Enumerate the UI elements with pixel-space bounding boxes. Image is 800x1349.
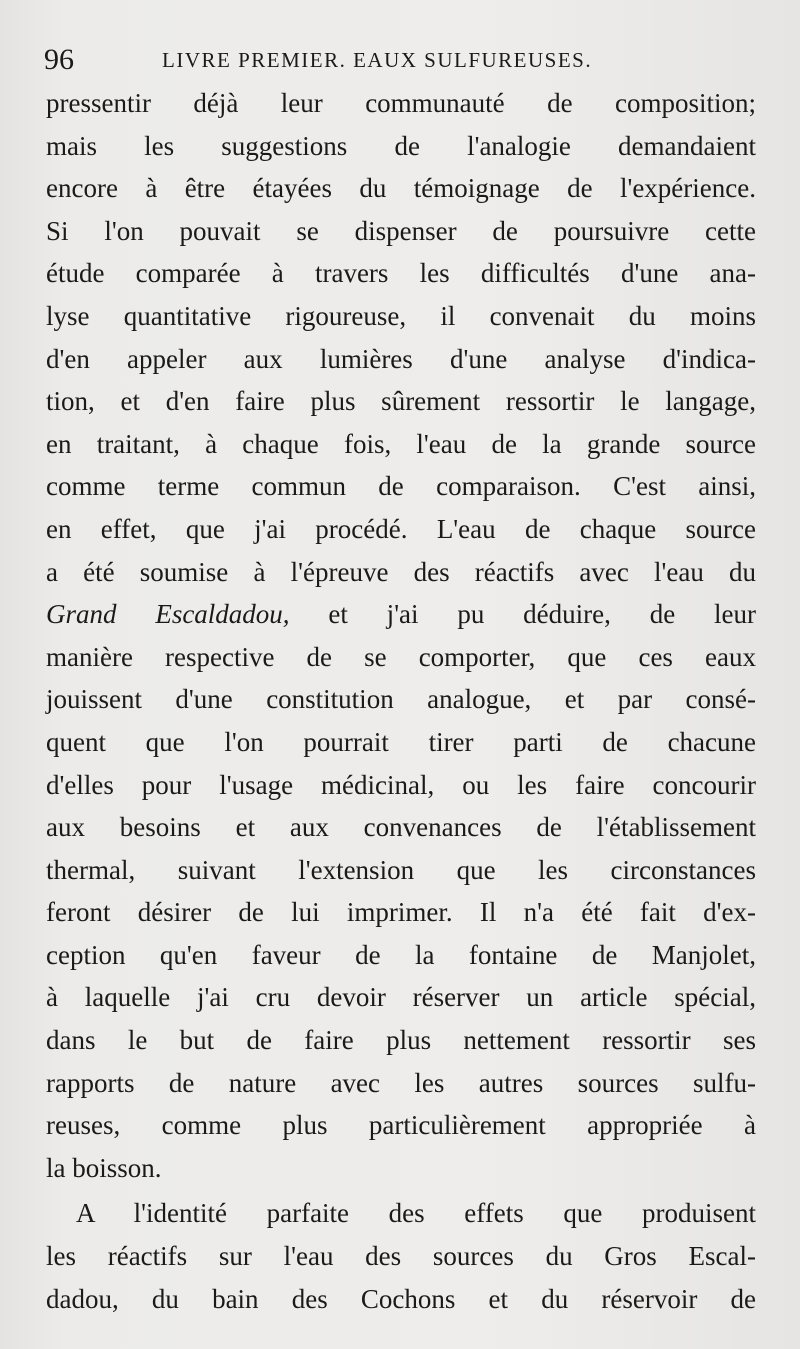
text-line: encore à être étayées du témoignage de l'expérience. — [46, 173, 756, 204]
text-line: quent que l'on pourrait tirer parti de chacune — [46, 726, 756, 757]
text-line: aux besoins et aux convenances de l'établissement — [46, 812, 756, 843]
paragraph-1 — [46, 82, 756, 1189]
text-line: d'en appeler aux lumières d'une analyse d'indica- — [46, 343, 756, 374]
text-line: thermal, suivant l'extension que les circonstances — [46, 854, 756, 885]
page-number: 96 — [44, 43, 74, 76]
text-line: feront désirer de lui imprimer. Il n'a été fait d'ex- — [46, 897, 756, 928]
text-line: a été soumise à l'épreuve des réactifs avec l'eau du — [46, 556, 756, 587]
text-line: lyse quantitative rigoureuse, il convenait du moins — [46, 300, 756, 331]
text-line-with-italic — [46, 593, 756, 636]
page-header — [44, 40, 760, 80]
text-line: manière respective de se comporter, que ces eaux — [46, 641, 756, 672]
text-line: dans le but de faire plus nettement ressortir ses — [46, 1025, 756, 1056]
text-line: tion, et d'en faire plus sûrement ressortir le langage, — [46, 386, 756, 417]
text-line: Si l'on pouvait se dispenser de poursuivre cette — [46, 215, 756, 246]
text-line: en effet, que j'ai procédé. L'eau de chaque source — [46, 513, 756, 544]
text-line: pressentir déjà leur communauté de composition; — [46, 88, 756, 118]
text-line: dadou, du bain des Cochons et du réservoir de — [46, 1283, 756, 1314]
text-line: jouissent d'une constitution analogue, et par consé- — [46, 684, 756, 715]
italic-source-name: Grand Escaldadou, — [46, 599, 290, 630]
text-line-rest: et j'ai pu déduire, de leur — [289, 599, 756, 630]
text-line: mais les suggestions de l'analogie demandaient — [46, 130, 756, 161]
text-line: comme terme commun de comparaison. C'est ainsi, — [46, 471, 756, 502]
text-line: à laquelle j'ai cru devoir réserver un article spécial, — [46, 982, 756, 1013]
text-line: d'elles pour l'usage médicinal, ou les faire concourir — [46, 769, 756, 800]
text-line: rapports de nature avec les autres sources sulfu- — [46, 1067, 756, 1098]
text-line-indented: A l'identité parfaite des effets que produisent — [76, 1198, 756, 1229]
paragraph-2 — [46, 1192, 756, 1320]
text-line: reuses, comme plus particulièrement appropriée à — [46, 1110, 756, 1141]
body-text — [46, 82, 756, 1320]
running-head: LIVRE PREMIER. EAUX SULFUREUSES. — [162, 48, 593, 72]
text-line: les réactifs sur l'eau des sources du Gros Escal- — [46, 1241, 756, 1272]
text-line-last: la boisson. — [46, 1152, 162, 1183]
text-line: étude comparée à travers les difficultés d'une ana- — [46, 258, 756, 289]
text-line: ception qu'en faveur de la fontaine de Manjolet, — [46, 939, 756, 970]
text-line: en traitant, à chaque fois, l'eau de la grande source — [46, 428, 756, 459]
